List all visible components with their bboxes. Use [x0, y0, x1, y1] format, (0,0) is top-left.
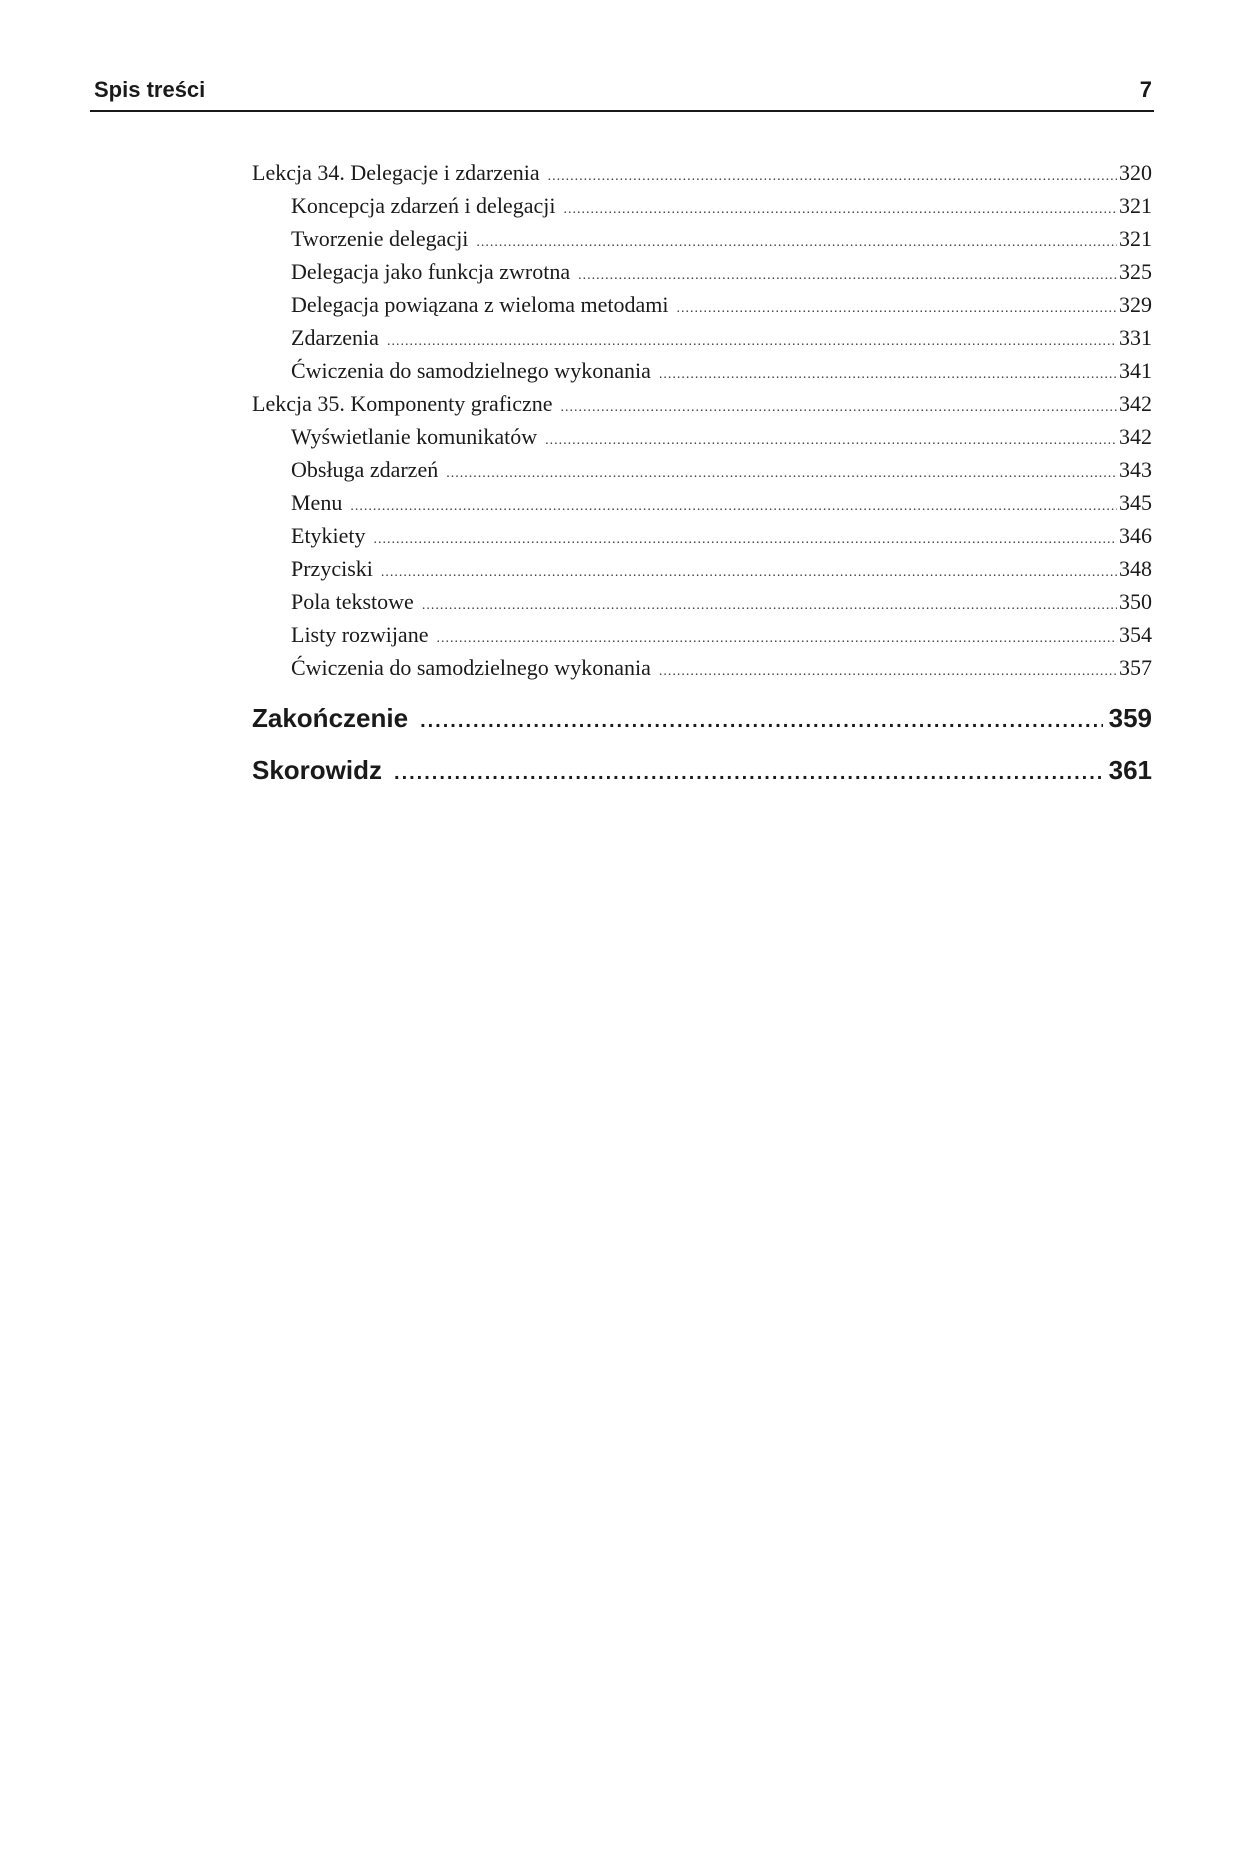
- toc-entry-page: 346: [1119, 523, 1152, 548]
- toc-entry-label: Zdarzenia: [291, 325, 379, 350]
- toc-entry-label: Przyciski: [291, 556, 373, 581]
- dot-leader: [578, 261, 1117, 290]
- toc-entry-page: 325: [1119, 259, 1152, 284]
- toc-entry-label: Etykiety: [291, 523, 366, 548]
- toc-entry-lesson[interactable]: [252, 389, 1152, 422]
- dot-leader: [436, 624, 1117, 653]
- dot-leader: [446, 459, 1117, 488]
- dot-leader: [476, 228, 1117, 257]
- toc-entry-section[interactable]: [252, 587, 1152, 620]
- toc-entry-label: Delegacja powiązana z wieloma metodami: [291, 292, 669, 317]
- dot-leader: [677, 294, 1118, 323]
- toc-entry-chapter-skorowidz[interactable]: [252, 752, 1152, 791]
- dot-leader: [350, 492, 1117, 521]
- toc-entry-page: 345: [1119, 490, 1152, 515]
- header-title: Spis treści: [94, 77, 206, 102]
- dot-leader: [422, 591, 1117, 620]
- running-header: [90, 74, 1154, 112]
- toc-entry-page: 342: [1119, 424, 1152, 449]
- toc-entry-label: Lekcja 34. Delegacje i zdarzenia: [252, 160, 540, 185]
- toc-entry-label: Menu: [291, 490, 343, 515]
- toc-entry-label: Obsługa zdarzeń: [291, 457, 439, 482]
- toc-entry-page: 354: [1119, 622, 1152, 647]
- toc-entry-label: Koncepcja zdarzeń i delegacji: [291, 193, 556, 218]
- toc-entry-page: 342: [1119, 391, 1152, 416]
- toc-entry-page: 329: [1119, 292, 1152, 317]
- toc-entry-label: Ćwiczenia do samodzielnego wykonania: [291, 358, 651, 383]
- toc-entry-page: 331: [1119, 325, 1152, 350]
- toc-entry-page: 341: [1119, 358, 1152, 383]
- header-page-number: 7: [1139, 77, 1152, 102]
- toc-entry-label: Tworzenie delegacji: [291, 226, 469, 251]
- toc-entry-label: Wyświetlanie komunikatów: [291, 424, 538, 449]
- toc-entry-section[interactable]: [252, 521, 1152, 554]
- toc-chapter-label: Skorowidz: [252, 755, 383, 785]
- toc-entry-label: Lekcja 35. Komponenty graficzne: [252, 391, 553, 416]
- table-of-contents: [252, 158, 1152, 791]
- dot-leader: [394, 755, 1103, 791]
- toc-entry-section[interactable]: [252, 356, 1152, 389]
- toc-entry-chapter-zakonczenie[interactable]: [252, 700, 1152, 739]
- toc-entry-section[interactable]: [252, 224, 1152, 257]
- toc-entry-section[interactable]: [252, 323, 1152, 356]
- toc-entry-page: 320: [1119, 160, 1152, 185]
- toc-chapter-page: 359: [1108, 703, 1152, 733]
- toc-entry-label: Pola tekstowe: [291, 589, 414, 614]
- toc-entry-page: 321: [1119, 193, 1152, 218]
- toc-chapter-label: Zakończenie: [252, 703, 409, 733]
- dot-leader: [381, 558, 1117, 587]
- toc-entry-page: 357: [1119, 655, 1152, 680]
- toc-entry-section[interactable]: [252, 653, 1152, 686]
- toc-entry-section[interactable]: [252, 455, 1152, 488]
- dot-leader: [563, 195, 1117, 224]
- dot-leader: [561, 393, 1117, 422]
- toc-entry-section[interactable]: [252, 257, 1152, 290]
- toc-entry-lesson[interactable]: [252, 158, 1152, 191]
- toc-entry-section[interactable]: [252, 620, 1152, 653]
- dot-leader: [659, 360, 1117, 389]
- dot-leader: [545, 426, 1117, 455]
- toc-entry-label: Ćwiczenia do samodzielnego wykonania: [291, 655, 651, 680]
- toc-entry-label: Delegacja jako funkcja zwrotna: [291, 259, 571, 284]
- toc-entry-page: 343: [1119, 457, 1152, 482]
- toc-entry-section[interactable]: [252, 554, 1152, 587]
- toc-entry-page: 350: [1119, 589, 1152, 614]
- toc-entry-section[interactable]: [252, 290, 1152, 323]
- toc-entry-page: 321: [1119, 226, 1152, 251]
- dot-leader: [387, 327, 1117, 356]
- dot-leader: [548, 162, 1117, 191]
- toc-entry-section[interactable]: [252, 488, 1152, 521]
- dot-leader: [374, 525, 1117, 554]
- dot-leader: [659, 657, 1117, 686]
- toc-entry-section[interactable]: [252, 191, 1152, 224]
- toc-entry-section[interactable]: [252, 422, 1152, 455]
- toc-chapter-page: 361: [1108, 755, 1152, 785]
- toc-entry-page: 348: [1119, 556, 1152, 581]
- toc-entry-label: Listy rozwijane: [291, 622, 429, 647]
- dot-leader: [420, 703, 1103, 739]
